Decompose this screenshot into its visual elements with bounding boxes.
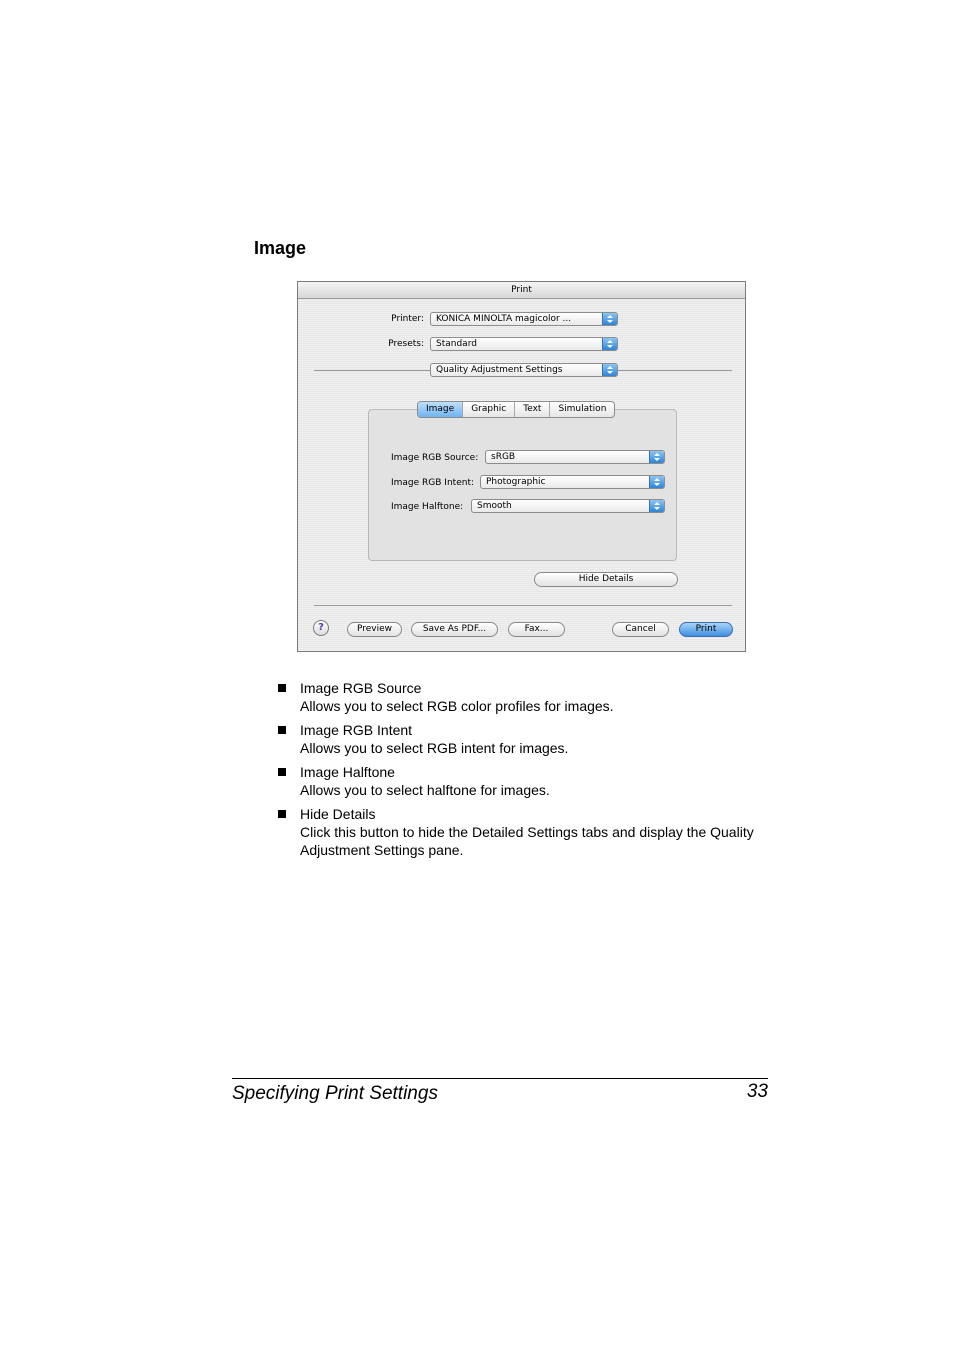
field-label-halftone: Image Halftone: <box>391 502 464 512</box>
presets-popup[interactable] <box>430 337 618 351</box>
list-item <box>278 763 798 799</box>
presets-value: Standard <box>436 339 477 349</box>
popup-arrows-icon <box>649 451 664 463</box>
bullet-description: Allows you to select RGB color profiles for images. <box>300 698 614 714</box>
tab-text[interactable]: Text <box>515 402 550 417</box>
rgb-source-popup[interactable] <box>485 450 665 464</box>
bullet-description: Allows you to select RGB intent for images. <box>300 740 569 756</box>
page-number: 33 <box>746 1081 768 1102</box>
field-label-rgb-source: Image RGB Source: <box>391 453 479 463</box>
list-item <box>278 721 798 757</box>
tab-image[interactable]: Image <box>418 402 463 417</box>
section-heading: Image <box>254 238 307 258</box>
printer-popup[interactable] <box>430 312 618 326</box>
rgb-intent-popup[interactable] <box>480 475 665 489</box>
print-dialog <box>297 281 746 652</box>
bullet-description: Allows you to select halftone for images. <box>300 782 550 798</box>
footer-rule <box>232 1078 768 1079</box>
bullet-square-icon <box>278 810 286 818</box>
preview-button[interactable]: Preview <box>347 622 402 637</box>
tab-simulation[interactable]: Simulation <box>558 404 607 414</box>
divider <box>314 370 430 371</box>
pane-value: Quality Adjustment Settings <box>436 365 563 375</box>
bullet-square-icon <box>278 768 286 776</box>
bullet-description: Click this button to hide the Detailed Settings tabs and display the Quality Adjustment Settings pane. <box>300 824 754 858</box>
cancel-button[interactable]: Cancel <box>612 622 669 637</box>
bullet-title: Image RGB Intent <box>300 722 413 738</box>
rgb-intent-value: Photographic <box>486 477 546 487</box>
footer-title: Specifying Print Settings <box>232 1083 438 1104</box>
bullet-title: Image Halftone <box>300 764 395 780</box>
popup-arrows-icon <box>602 338 617 350</box>
hide-details-button[interactable]: Hide Details <box>534 572 678 587</box>
divider <box>618 370 732 371</box>
printer-label: Printer: <box>391 314 424 324</box>
bullet-title: Image RGB Source <box>300 680 422 696</box>
popup-arrows-icon <box>602 313 617 325</box>
popup-arrows-icon <box>649 476 664 488</box>
bullet-square-icon <box>278 726 286 734</box>
fax-button[interactable]: Fax... <box>508 622 565 637</box>
popup-arrows-icon <box>649 500 664 512</box>
pane-popup[interactable] <box>430 363 618 377</box>
field-label-rgb-intent: Image RGB Intent: <box>391 478 474 488</box>
tab-graphic[interactable]: Graphic <box>463 402 515 417</box>
bullet-title: Hide Details <box>300 806 376 822</box>
halftone-value: Smooth <box>477 501 512 511</box>
bullet-list <box>278 679 798 865</box>
presets-label: Presets: <box>388 339 424 349</box>
bullet-square-icon <box>278 684 286 692</box>
rgb-source-value: sRGB <box>491 452 516 462</box>
dialog-title: Print <box>298 282 745 299</box>
list-item <box>278 679 798 715</box>
list-item <box>278 805 798 859</box>
save-as-pdf-button[interactable]: Save As PDF... <box>411 622 498 637</box>
print-button[interactable]: Print <box>679 622 733 637</box>
halftone-popup[interactable] <box>471 499 665 513</box>
help-icon[interactable]: ? <box>313 620 329 636</box>
tab-bar <box>417 401 615 418</box>
popup-arrows-icon <box>602 364 617 376</box>
printer-value: KONICA MINOLTA magicolor ... <box>436 314 572 324</box>
divider <box>314 605 732 606</box>
